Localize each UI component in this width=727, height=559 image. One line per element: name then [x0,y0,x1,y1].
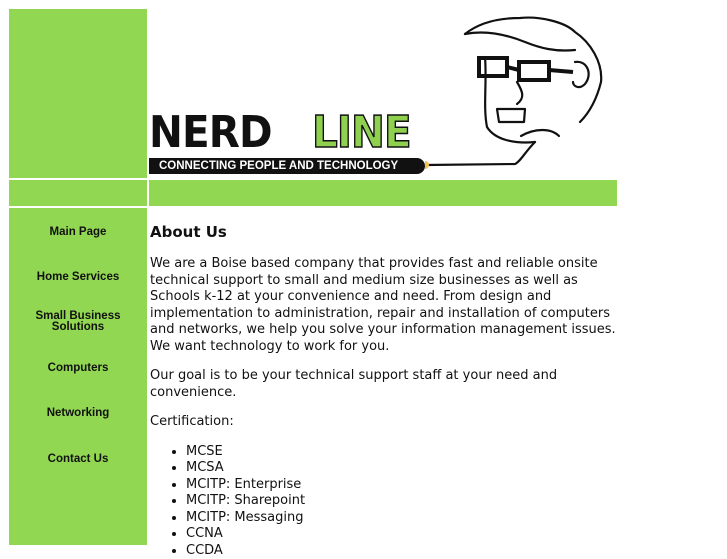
certification-label: Certification: [150,414,620,431]
main-content [150,222,620,559]
list-item: • MCSE [186,444,620,461]
nav-computers[interactable]: Computers [9,363,147,374]
nav-label-line1: Small Business [9,311,147,322]
header-divider-band [149,180,617,206]
certification-list [150,444,620,559]
list-item: • MCSA [186,460,620,477]
list-item: • CCDA [186,543,620,559]
nav-contact-us[interactable]: Contact Us [9,454,147,465]
nav-networking[interactable]: Networking [9,408,147,419]
nerd-mascot-icon [425,12,610,172]
page-title: About Us [150,222,620,242]
nav-small-business-solutions[interactable] [9,311,147,333]
goal-paragraph: Our goal is to be your technical support staff at your need and convenience. [150,368,620,401]
list-item: • MCITP: Sharepoint [186,493,620,510]
list-item: • CCNA [186,526,620,543]
list-item: • MCITP: Enterprise [186,477,620,494]
left-divider-band [9,180,147,206]
nav-main-page[interactable]: Main Page [9,227,147,238]
logo-word-nerd: NERD [149,110,272,156]
logo-tagline: CONNECTING PEOPLE AND TECHNOLOGY [149,158,425,174]
sidebar-nav [9,208,147,545]
nav-home-services[interactable]: Home Services [9,272,147,283]
nerd-line-logo[interactable] [149,110,429,176]
logo-word-line: LINE [312,110,411,156]
nav-label-line2: Solutions [9,322,147,333]
left-header-block [9,9,147,178]
about-paragraph: We are a Boise based company that provides fast and reliable onsite technical support to small and medium size businesses as well as Schools k-12 at your convenience and need. From design and implementation to administration, repair and installation of computers and networks, we help you solve your information management issues. We want technology to work for you. [150,256,620,355]
list-item: • MCITP: Messaging [186,510,620,527]
